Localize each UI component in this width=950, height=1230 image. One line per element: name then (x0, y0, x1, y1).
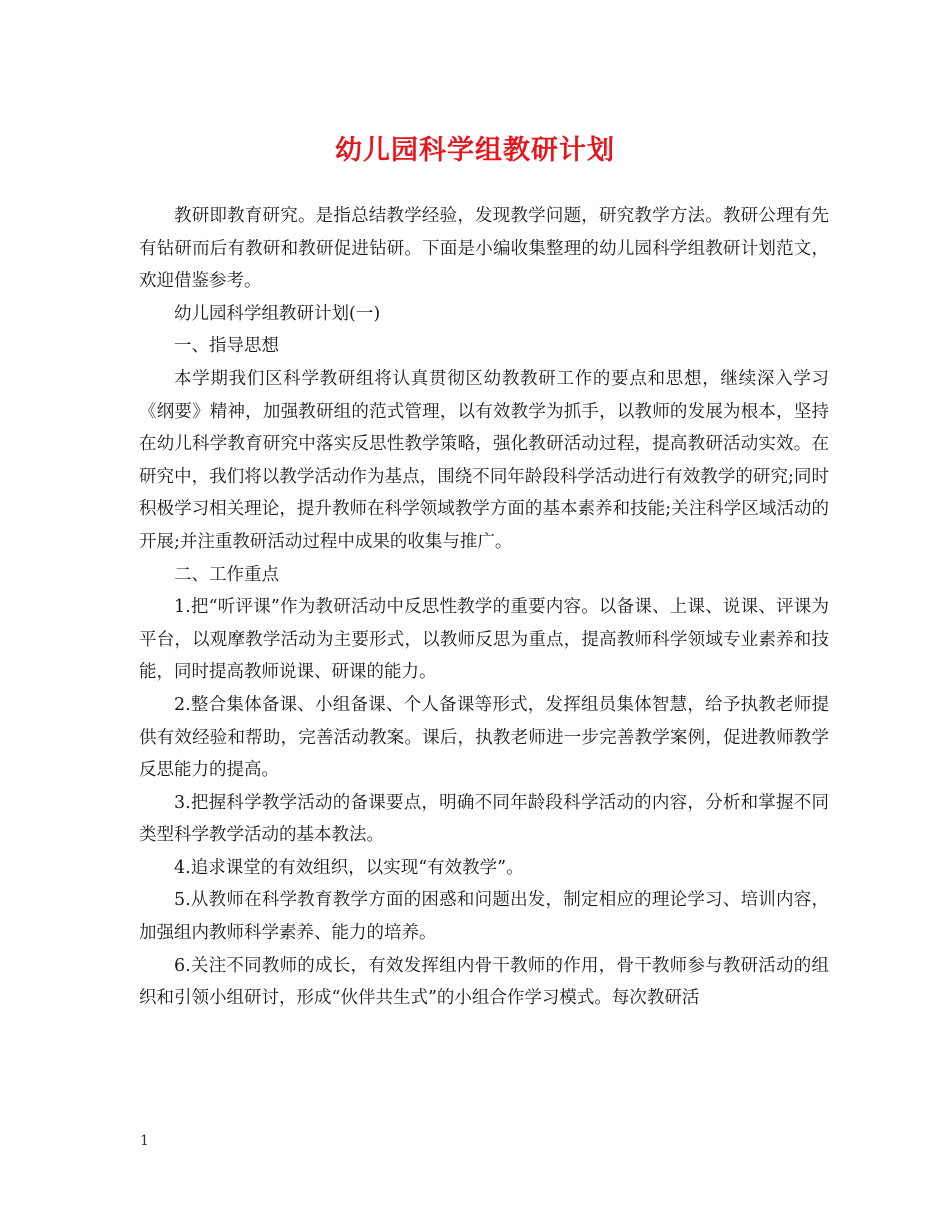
document-title: 幼儿园科学组教研计划 (335, 135, 615, 166)
work-focus-item-5: 5.从教师在科学教育教学方面的困惑和问题出发，制定相应的理论学习、培训内容，加强组内教师科学素养、能力的培养。 (139, 890, 829, 944)
section-heading-plan-one: 幼儿园科学组教研计划(一) (174, 303, 381, 324)
work-focus-item-3: 3.把握科学教学活动的备课要点，明确不同年龄段科学活动的内容，分析和掌握不同类型科学教学活动的基本教法。 (139, 792, 829, 846)
page-number: 1 (140, 1133, 149, 1149)
section-heading-guiding-ideology: 一、指导思想 (174, 336, 279, 357)
section-heading-work-focus: 二、工作重点 (174, 564, 279, 585)
work-focus-item-2: 2.整合集体备课、小组备课、个人备课等形式，发挥组员集体智慧，给予执教老师提供有效经验和帮助，完善活动教案。课后，执教老师进一步完善教学案例，促进教师教学反思能力的提高。 (139, 694, 829, 781)
document-body (139, 200, 829, 1015)
work-focus-item-4: 4.追求课堂的有效组织，以实现“有效教学”。 (174, 857, 524, 878)
work-focus-item-6: 6.关注不同教师的成长，有效发挥组内骨干教师的作用，骨干教师参与教研活动的组织和引领小组研讨，形成“伙伴共生式”的小组合作学习模式。每次教研活 (139, 955, 829, 1009)
intro-paragraph: 教研即教育研究。是指总结教学经验，发现教学问题，研究教学方法。教研公理有先有钻研而后有教研和教研促进钻研。下面是小编收集整理的幼儿园科学组教研计划范文，欢迎借鉴参考。 (139, 206, 829, 292)
guiding-ideology-paragraph: 本学期我们区科学教研组将认真贯彻区幼教教研工作的要点和思想，继续深入学习《纲要》精神，加强教研组的范式管理，以有效教学为抓手，以教师的发展为根本，坚持在幼儿科学教育研究中落实反思性教学策略，强化教研活动过程，提高教研活动实效。在研究中，我们将以教学活动作为基点，围绕不同年龄段科学活动进行有效教学的研究;同时积极学习相关理论，提升教师在科学领域教学方面的基本素养和技能;关注科学区域活动的开展;并注重教研活动过程中成果的收集与推广。 (139, 368, 829, 552)
work-focus-item-1: 1.把“听评课”作为教研活动中反思性教学的重要内容。以备课、上课、说课、评课为平台，以观摩教学活动为主要形式，以教师反思为重点，提高教师科学领域专业素养和技能，同时提高教师说课、研课的能力。 (139, 597, 829, 683)
